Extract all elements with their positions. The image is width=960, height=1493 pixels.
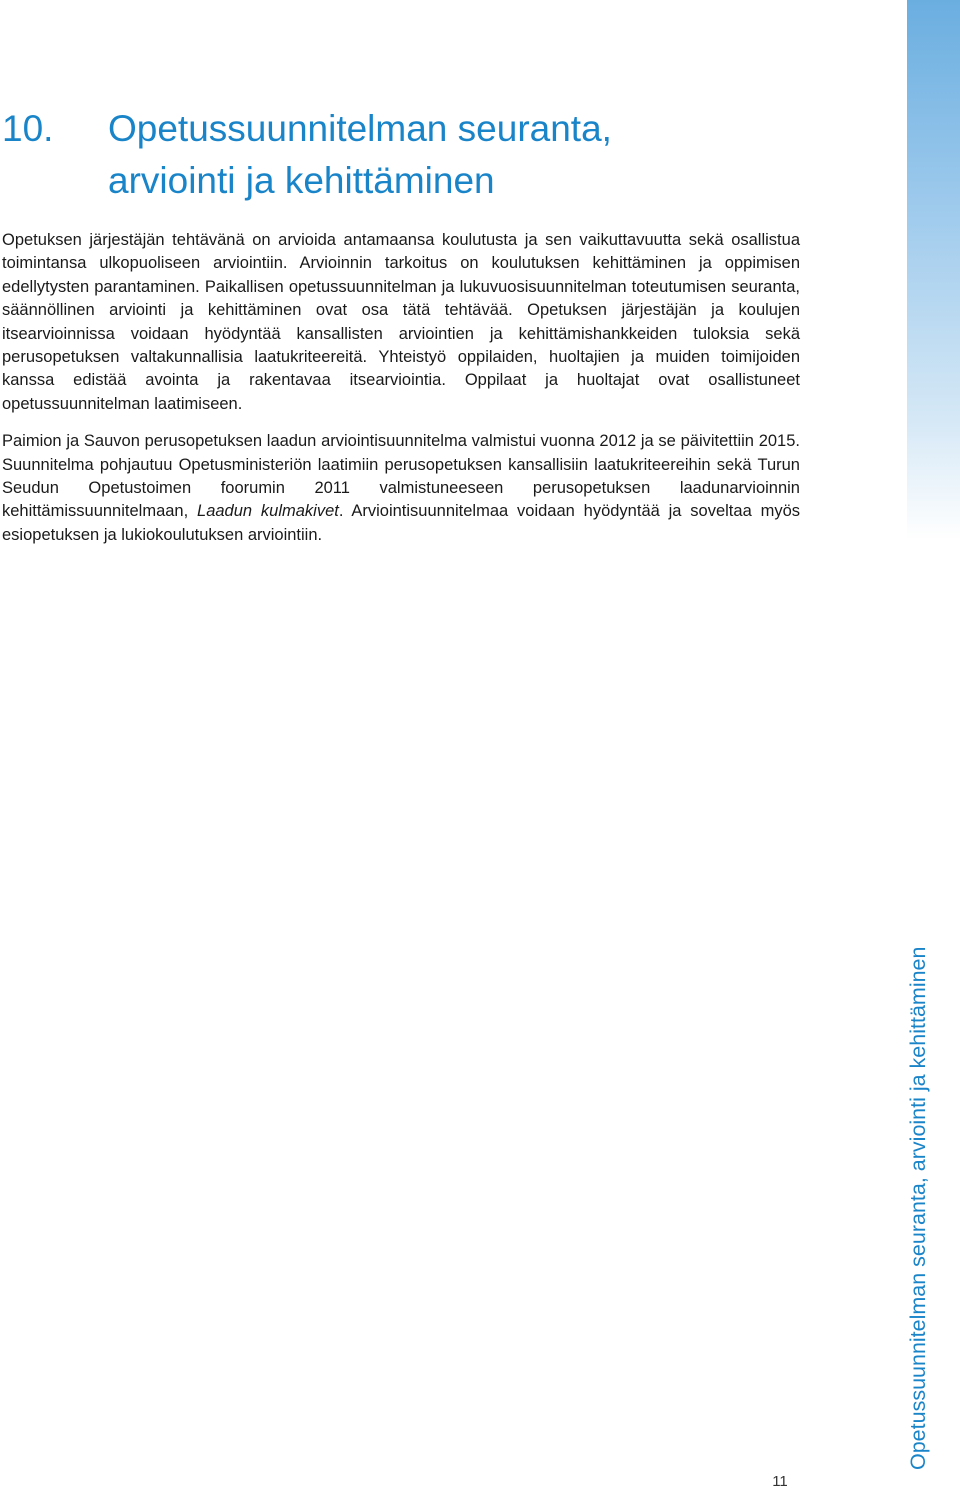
chapter-title: Opetussuunnitelman seuranta, arviointi ja kehittäminen bbox=[108, 108, 612, 201]
paragraph-text: Paimion ja Sauvon perusopetuksen laadun arviointisuunnitelma valmistui vuonna 2012 ja se päivitettiin 2015. Suunnitelma pohjautuu Opetusministeriön laatimiin perusopetuksen kansallisiin laatukriteereihin sekä Turun Seudun Opetustoimen foorumin 2011 valmistuneeseen perusopetuksen laadunarvioinnin kehittämissuunnitelmaan, bbox=[2, 432, 800, 521]
paragraph-text: . Arviointisuunnitelmaa voidaan hyödyntää ja soveltaa myös esiopetuksen ja lukiokoulutuksen arviointiin. bbox=[2, 502, 800, 544]
paragraph: Opetuksen järjestäjän tehtävänä on arvioida antamaansa koulutusta ja sen vaikuttavuutta sekä osallistua toimintansa ulkopuoliseen arviointiin. Arvioinnin tarkoitus on koulutuksen kehittäminen ja oppimisen edellytysten parantaminen. Paikallisen opetussuunnitelman ja lukuvuosisuunnitelman toteutumisen seuranta, säännöllinen arviointi ja kehittäminen ovat osa tätä tehtävää. Opetuksen järjestäjän ja koulujen itsearvioinnissa voidaan hyödyntää kansallisten arviointien ja kehittämishankkeiden tuloksia sekä perusopetuksen valtakunnallisia laatukriteereitä. Yhteistyö oppilaiden, huoltajien ja muiden toimijoiden kanssa edistää avointa ja rakentavaa itsearviointia. Oppilaat ja huoltajat ovat osallistuneet opetussuunnitelman laatimiseen. bbox=[2, 231, 800, 413]
chapter-body bbox=[2, 229, 800, 561]
running-side-title: Opetussuunnitelman seuranta, arviointi ja kehittäminen bbox=[906, 946, 930, 1470]
publication-title: Laadun kulmakivet bbox=[197, 502, 339, 521]
chapter-number: 10. bbox=[2, 108, 54, 149]
paragraph bbox=[2, 430, 800, 547]
page-number: 11 bbox=[772, 1473, 788, 1490]
